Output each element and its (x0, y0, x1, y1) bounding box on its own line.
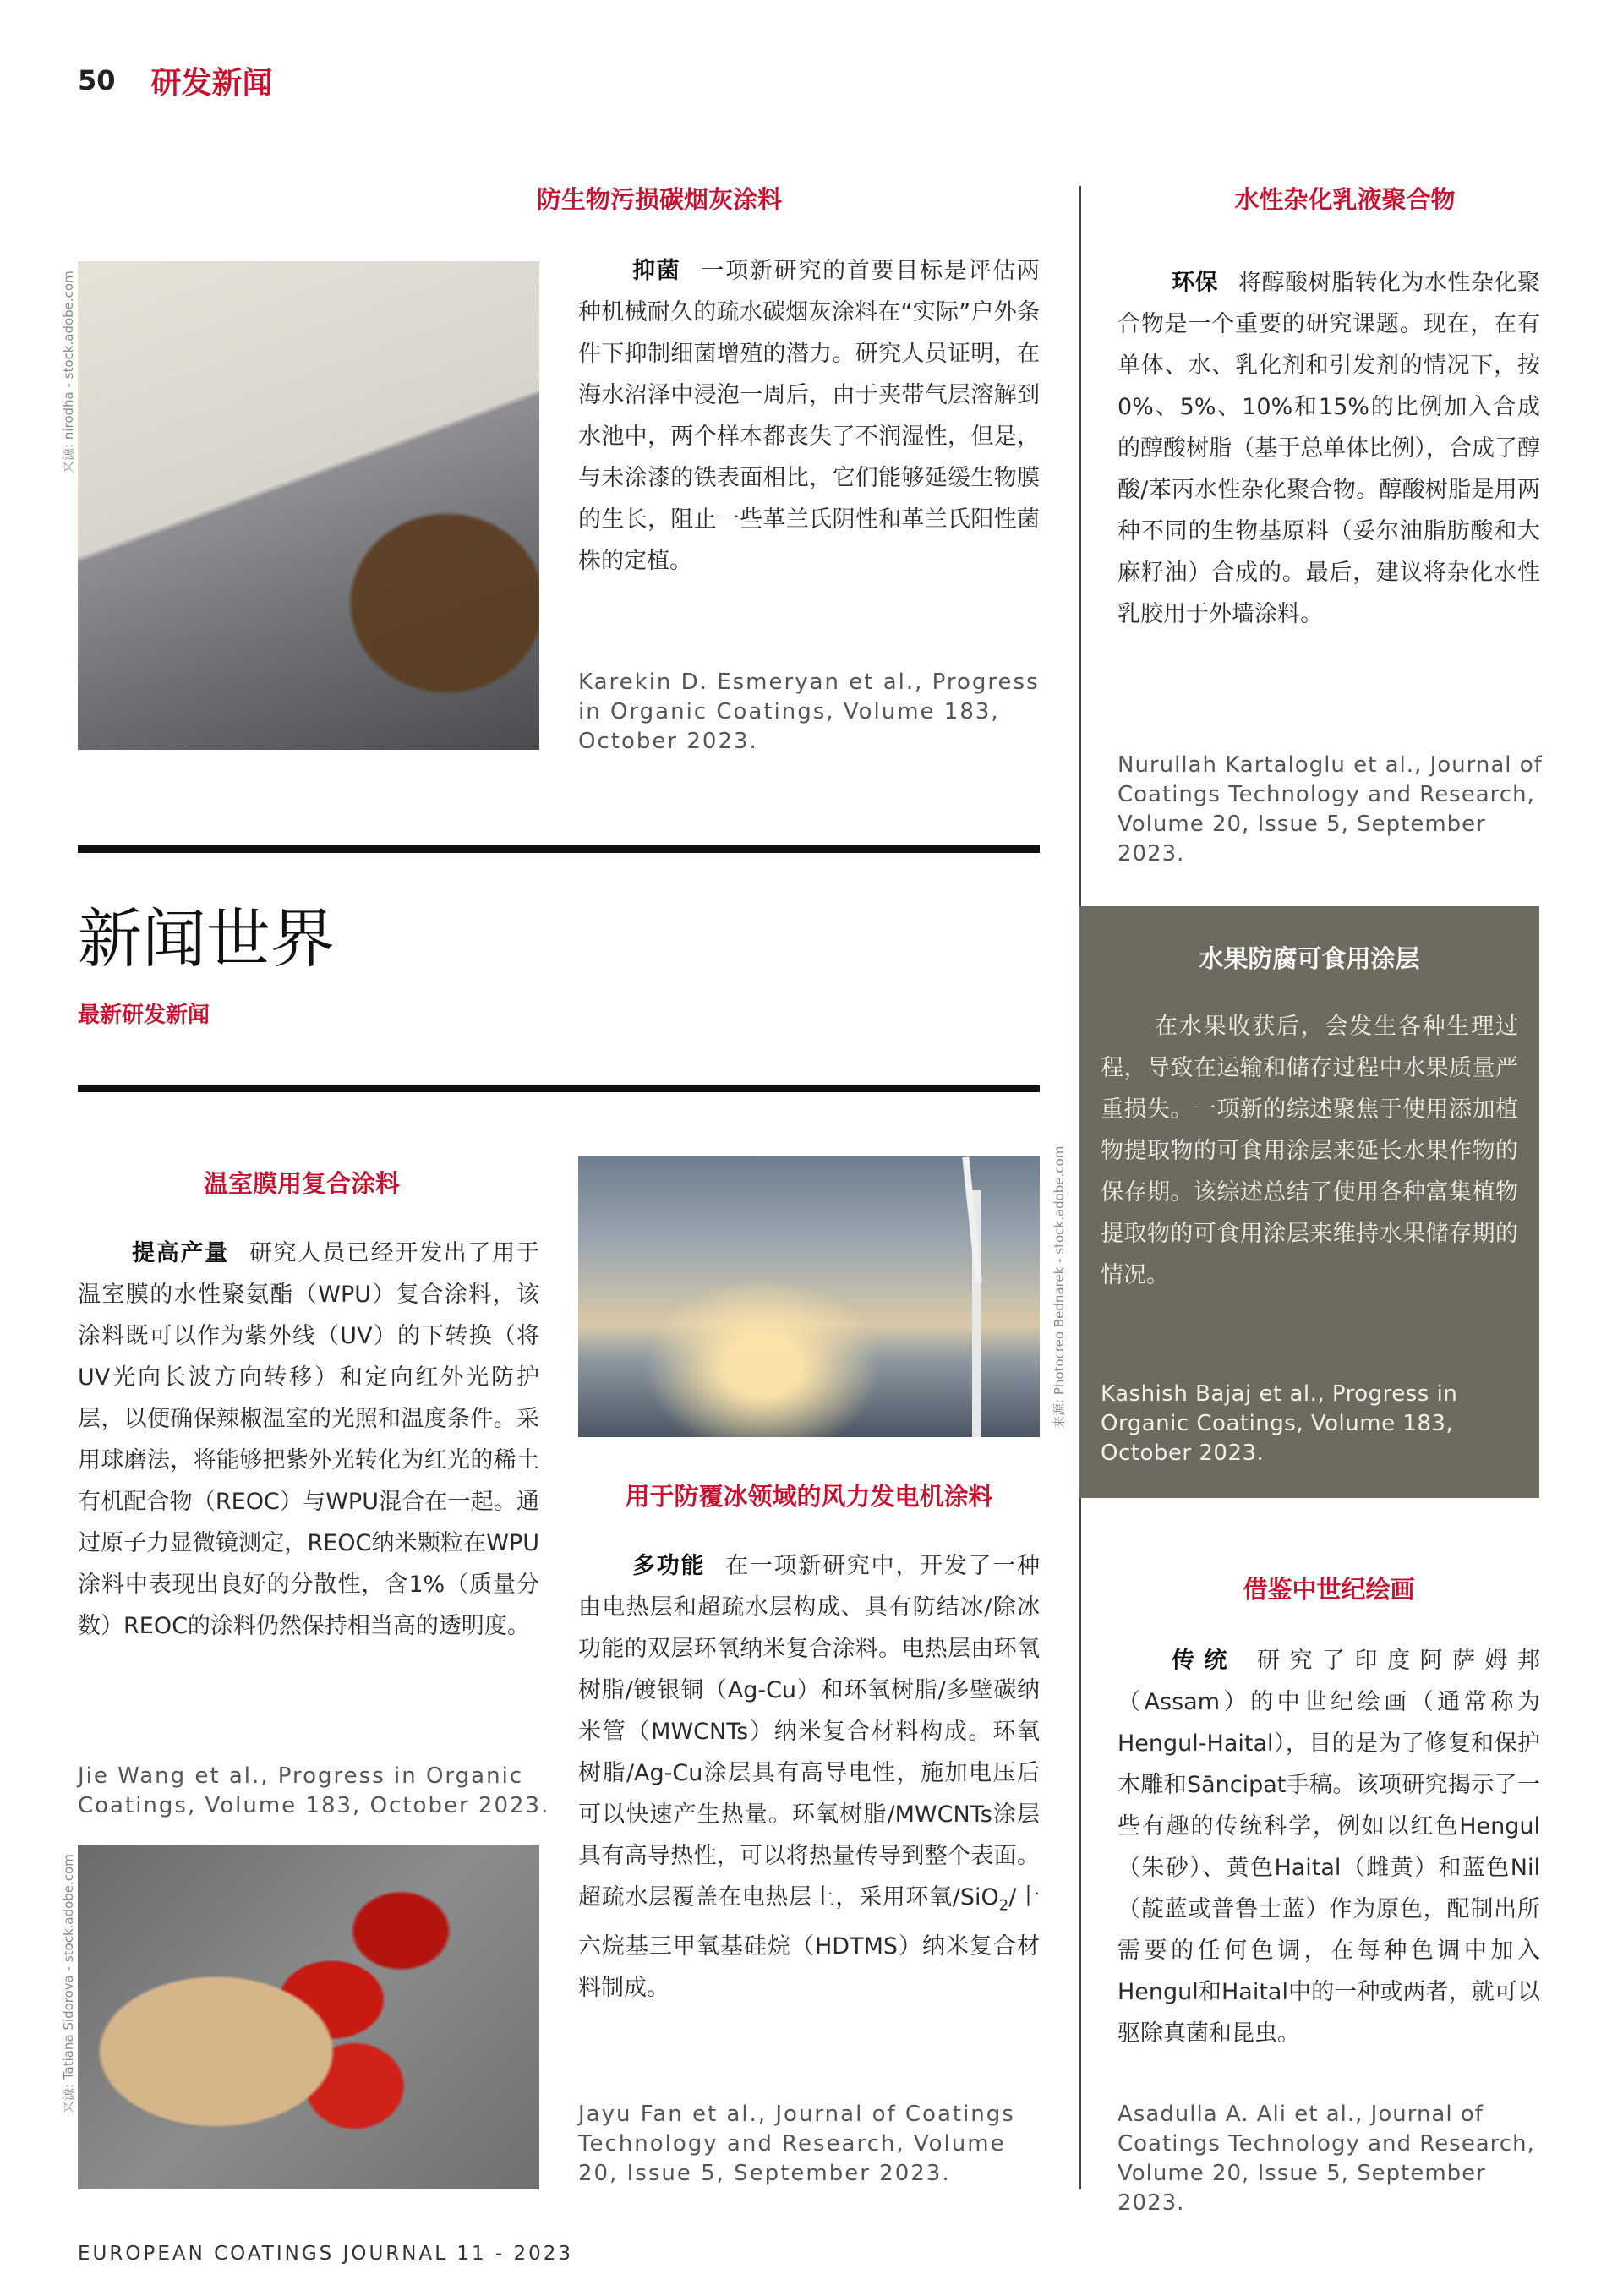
chili-peppers-image (78, 1845, 539, 2189)
news-world-title: 新闻世界 (78, 901, 335, 976)
wind-lead: 多功能 (632, 1553, 706, 1579)
hybrid-latex-text (1118, 262, 1540, 635)
medieval-text (1118, 1640, 1540, 2054)
antifouling-reference: Karekin D. Esmeryan et al., Progress in Organic Coatings, Volume 183, October 2023. (578, 670, 1040, 754)
hybrid-latex-title: 水性杂化乳液聚合物 (1234, 185, 1456, 214)
wind-subscript: 2 (998, 1896, 1009, 1915)
medieval-body: 研究了印度阿萨姆邦（Assam）的中世纪绘画（通常称为Hengul-Haital），目的是为了修复和保护木雕和Sāncipat手稿。该项研究揭示了一些有趣的传统科学，例如以红色Hengul（朱砂）、黄色Haital（雌黄）和蓝色Nil（靛蓝或普鲁士蓝）作为原色，配制出所需要的任何色调，在每种色调中加入Hengul和Haital中的一种或两者，就可以驱除真菌和昆虫。 (1118, 1648, 1540, 2047)
page-number: 50 (78, 64, 116, 96)
page-header (78, 59, 273, 101)
greenhouse-lead: 提高产量 (132, 1240, 229, 1266)
journal-footer: EUROPEAN COATINGS JOURNAL 11 - 2023 (78, 2243, 574, 2265)
antifouling-text (578, 250, 1040, 582)
antifouling-lead: 抑菌 (632, 258, 681, 284)
greenhouse-title: 温室膜用复合涂料 (203, 1169, 400, 1198)
fruit-text: 在水果收获后，会发生各种生理过程，导致在运输和储存过程中水果质量严重损失。一项新的综述聚焦于使用添加植物提取物的可食用涂层来延长水果作物的保存期。该综述总结了使用各种富集植物提取物的可食用涂层来维持水果储存期的情况。 (1101, 1014, 1518, 1288)
wind-title: 用于防覆冰领域的风力发电机涂料 (625, 1482, 993, 1511)
news-world-subtitle: 最新研发新闻 (78, 1003, 210, 1028)
medieval-reference: Asadulla A. Ali et al., Journal of Coatings Technology and Research, Volume 20, Issue 5, September 2023. (1118, 2102, 1535, 2216)
wind-body-1: 在一项新研究中，开发了一种由电热层和超疏水层构成、具有防结冰/除冰功能的双层环氧纳米复合涂料。电热层由环氧树脂/镀银铜（Ag-Cu）和环氧树脂/多壁碳纳米管（MWCNTs）纳米复合材料构成。环氧树脂/Ag-Cu涂层具有高导电性，施加电压后可以快速产生热量。环氧树脂/MWCNTs涂层具有高导热性，可以将热量传导到整个表面。超疏水层覆盖在电热层上，采用环氧/SiO (578, 1553, 1041, 1911)
wind-reference: Jayu Fan et al., Journal of Coatings Technology and Research, Volume 20, Issue 5, September 2023. (578, 2102, 1015, 2186)
pepper-photo-credit: 来源: Tatiana Sidorova - stock.adobe.com (61, 1854, 76, 2113)
antifouling-title: 防生物污损碳烟灰涂料 (536, 185, 782, 214)
hybrid-latex-lead: 环保 (1172, 270, 1218, 296)
medieval-lead: 传统 (1172, 1648, 1237, 1674)
greenhouse-text (78, 1233, 539, 1647)
top-rule (78, 845, 1040, 853)
hybrid-latex-reference: Nurullah Kartaloglu et al., Journal of Coatings Technology and Research, Volume 20, Issue 5, September 2023. (1118, 752, 1543, 866)
medieval-title: 借鉴中世纪绘画 (1243, 1575, 1415, 1604)
wind-turbine-image (578, 1156, 1040, 1437)
wind-photo-credit: 来源: Photocreo Bednarek - stock.adobe.com (1052, 1145, 1067, 1429)
hybrid-latex-body: 将醇酸树脂转化为水性杂化聚合物是一个重要的研究课题。现在，在有单体、水、乳化剂和引发剂的情况下，按0%、5%、10%和15%的比例加入合成的醇酸树脂（基于总单体比例），合成了醇酸/苯丙水性杂化聚合物。醇酸树脂是用两种不同的生物基原料（妥尔油脂肪酸和大麻籽油）合成的。最后，建议将杂化水性乳胶用于外墙涂料。 (1118, 270, 1540, 627)
fruit-box (1079, 906, 1539, 1498)
section-title: 研发新闻 (150, 65, 273, 101)
wind-text (578, 1545, 1040, 2009)
greenhouse-reference: Jie Wang et al., Progress in Organic Coatings, Volume 183, October 2023. (78, 1763, 550, 1818)
ship-photo-credit: 来源: nirodha - stock.adobe.com (61, 271, 76, 473)
antifouling-body: 一项新研究的首要目标是评估两种机械耐久的疏水碳烟灰涂料在“实际”户外条件下抑制细菌增殖的潜力。研究人员证明，在海水沼泽中浸泡一周后，由于夹带气层溶解到水池中，两个样本都丧失了不润湿性，但是，与未涂漆的铁表面相比，它们能够延缓生物膜的生长，阻止一些革兰氏阴性和革兰氏阳性菌株的定植。 (578, 258, 1041, 574)
ship-chain-image (78, 261, 539, 750)
greenhouse-body: 研究人员已经开发出了用于温室膜的水性聚氨酯（WPU）复合涂料，该涂料既可以作为紫外线（UV）的下转换（将UV光向长波方向转移）和定向红外光防护层，以便确保辣椒温室的光照和温度条件。采用球磨法，将能够把紫外光转化为红光的稀土有机配合物（REOC）与WPU混合在一起。通过原子力显微镜测定，REOC纳米颗粒在WPU涂料中表现出良好的分散性，含1%（质量分数）REOC的涂料仍然保持相当高的透明度。 (78, 1240, 540, 1639)
fruit-title: 水果防腐可食用涂层 (1199, 944, 1420, 973)
bottom-rule (78, 1085, 1040, 1092)
fruit-reference: Kashish Bajaj et al., Progress in Organic Coatings, Volume 183, October 2023. (1101, 1381, 1458, 1466)
wind-body-2: /十六烷基三甲氧基硅烷（HDTMS）纳米复合材料制成。 (578, 1884, 1040, 2002)
